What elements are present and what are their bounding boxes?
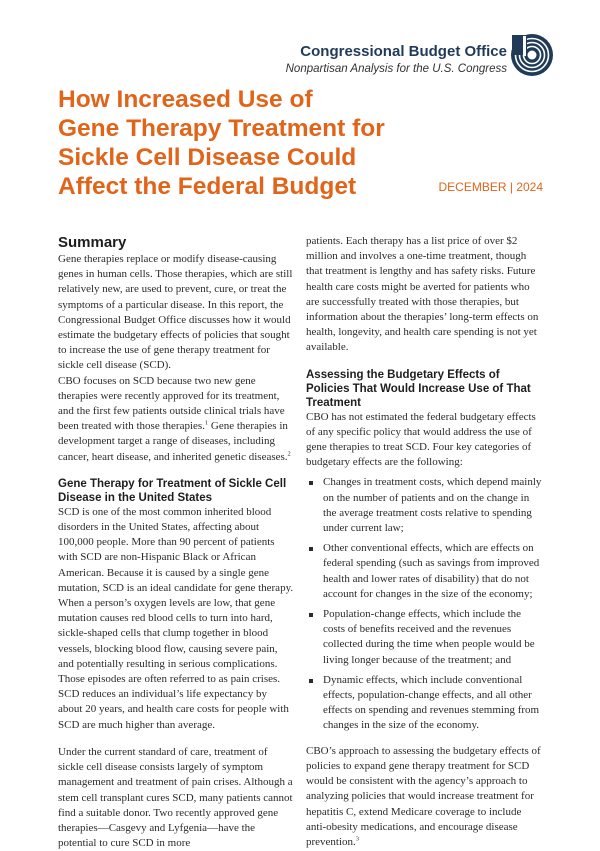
assessing-heading: Assessing the Budgetary Effects of Policies That Would Increase Use of That Treatment <box>306 368 531 409</box>
square-bullet-icon <box>309 481 313 485</box>
gene-therapy-paragraph: SCD is one of the most common inherited blood disorders in the United States, affecting about 100,000 people. More than 90 percent of patients with SCD are non-Hispanic Black or African American. Because it is caused by a single gene mutation, SCD is an ideal candidate for gene therapy. When a person’s oxygen levels are low, that gene mutation causes red blood cells to turn into hard, sickle-shaped cells that clump together in blood vessels, blocking blood flow, causing severe pain, and potentially resulting in serious complications. Those episodes are often referred to as pain crises. SCD reduces an individual’s life expectancy by about 20 years, and health care costs for people with SCD are much higher than average. <box>58 505 294 731</box>
left-column <box>58 234 294 851</box>
list-item-text: Dynamic effects, which include conventional effects, population-change effects, and all other effects on spending and revenues stemming from changes in the size of the economy. <box>323 673 540 732</box>
square-bullet-icon <box>309 613 313 617</box>
text-run: CBO’s approach to assessing the budgetary effects of policies to expand gene therapy treatment for SCD would be consistent with the agency’s approach to analyzing policies that would increase treatment for hepatitis C, extend Medicare coverage to include anti-obesity medications, and encourage disease prevention. <box>306 744 541 848</box>
gene-therapy-heading: Gene Therapy for Treatment of Sickle Cell Disease in the United States <box>58 477 287 504</box>
closing-paragraph <box>306 744 542 850</box>
list-item <box>306 673 542 734</box>
publication-date: DECEMBER | 2024 <box>438 180 543 194</box>
org-tagline: Nonpartisan Analysis for the U.S. Congress <box>285 63 507 75</box>
cbo-logo-icon <box>510 33 554 77</box>
list-item <box>306 541 542 602</box>
title-line: Gene Therapy Treatment for <box>58 115 385 142</box>
right-column <box>306 234 542 850</box>
page-title <box>58 85 438 201</box>
square-bullet-icon <box>309 547 313 551</box>
title-line: How Increased Use of <box>58 86 313 113</box>
continued-paragraph: patients. Each therapy has a list price of over $2 million and involves a one-time treatment, though that treatment is lengthy and has safety risks. Future health care costs might be averted for patients who are successfully treated with those therapies, but information about the therapies’ long-term effects on health, longevity, and health care spending is not yet available. <box>306 235 539 354</box>
summary-paragraph: Gene therapies replace or modify disease-causing genes in human cells. Those therapies, which are still relatively new, are used to prevent, cure, or treat the symptoms of a particular disease. In this report, the Congressional Budget Office discusses how it would estimate the budgetary effects of policies that sought to increase the use of gene therapy treatment for sickle cell disease (SCD). <box>58 253 293 372</box>
list-item <box>306 475 542 536</box>
title-line: Affect the Federal Budget <box>58 173 357 200</box>
effects-list <box>306 475 542 733</box>
footnote-ref[interactable]: 3 <box>355 835 360 843</box>
list-item-text: Changes in treatment costs, which depend mainly on the number of patients and on the change in the average treatment costs relative to spending under current law; <box>323 476 542 535</box>
title-line: Sickle Cell Disease Could <box>58 144 357 171</box>
list-item-text: Other conventional effects, which are effects on federal spending (such as savings from improved health and lower rates of disability) that do not account for changes in the size of the economy; <box>323 542 540 600</box>
org-name: Congressional Budget Office <box>300 43 507 60</box>
footnote-ref[interactable]: 1 <box>204 419 209 427</box>
header-brand <box>286 43 507 77</box>
list-item-text: Population-change effects, which include the costs of benefits received and the revenues collected during the time when people would be living longer because of the treatment; and <box>323 608 535 666</box>
text-run: Gene therapies in development target a range of diseases, including cancer, heart disease, and inherited genetic diseases. <box>58 420 288 463</box>
assessing-paragraph: CBO has not estimated the federal budgetary effects of any specific policy that would address the use of gene therapies to treat SCD. Four key categories of budgetary effects are the following: <box>306 410 536 469</box>
square-bullet-icon <box>309 679 313 683</box>
summary-heading: Summary <box>58 234 127 251</box>
list-item <box>306 607 542 668</box>
text-run: CBO focuses on SCD because two new gene therapies were recently approved for its treatment, and the first few patients outside clinical trials have been treated with those therapies. <box>58 374 285 433</box>
standard-care-paragraph: Under the current standard of care, treatment of sickle cell disease consists largely of symptom management and treatment of pain crises. Although a stem cell transplant cures SCD, many patients cannot find a suitable donor. Two recently approved gene therapies—Casgevy and Lyfgenia—have the potential to cure SCD in more <box>58 745 293 850</box>
summary-paragraph-2 <box>58 374 294 465</box>
footnote-ref[interactable]: 2 <box>287 449 291 457</box>
